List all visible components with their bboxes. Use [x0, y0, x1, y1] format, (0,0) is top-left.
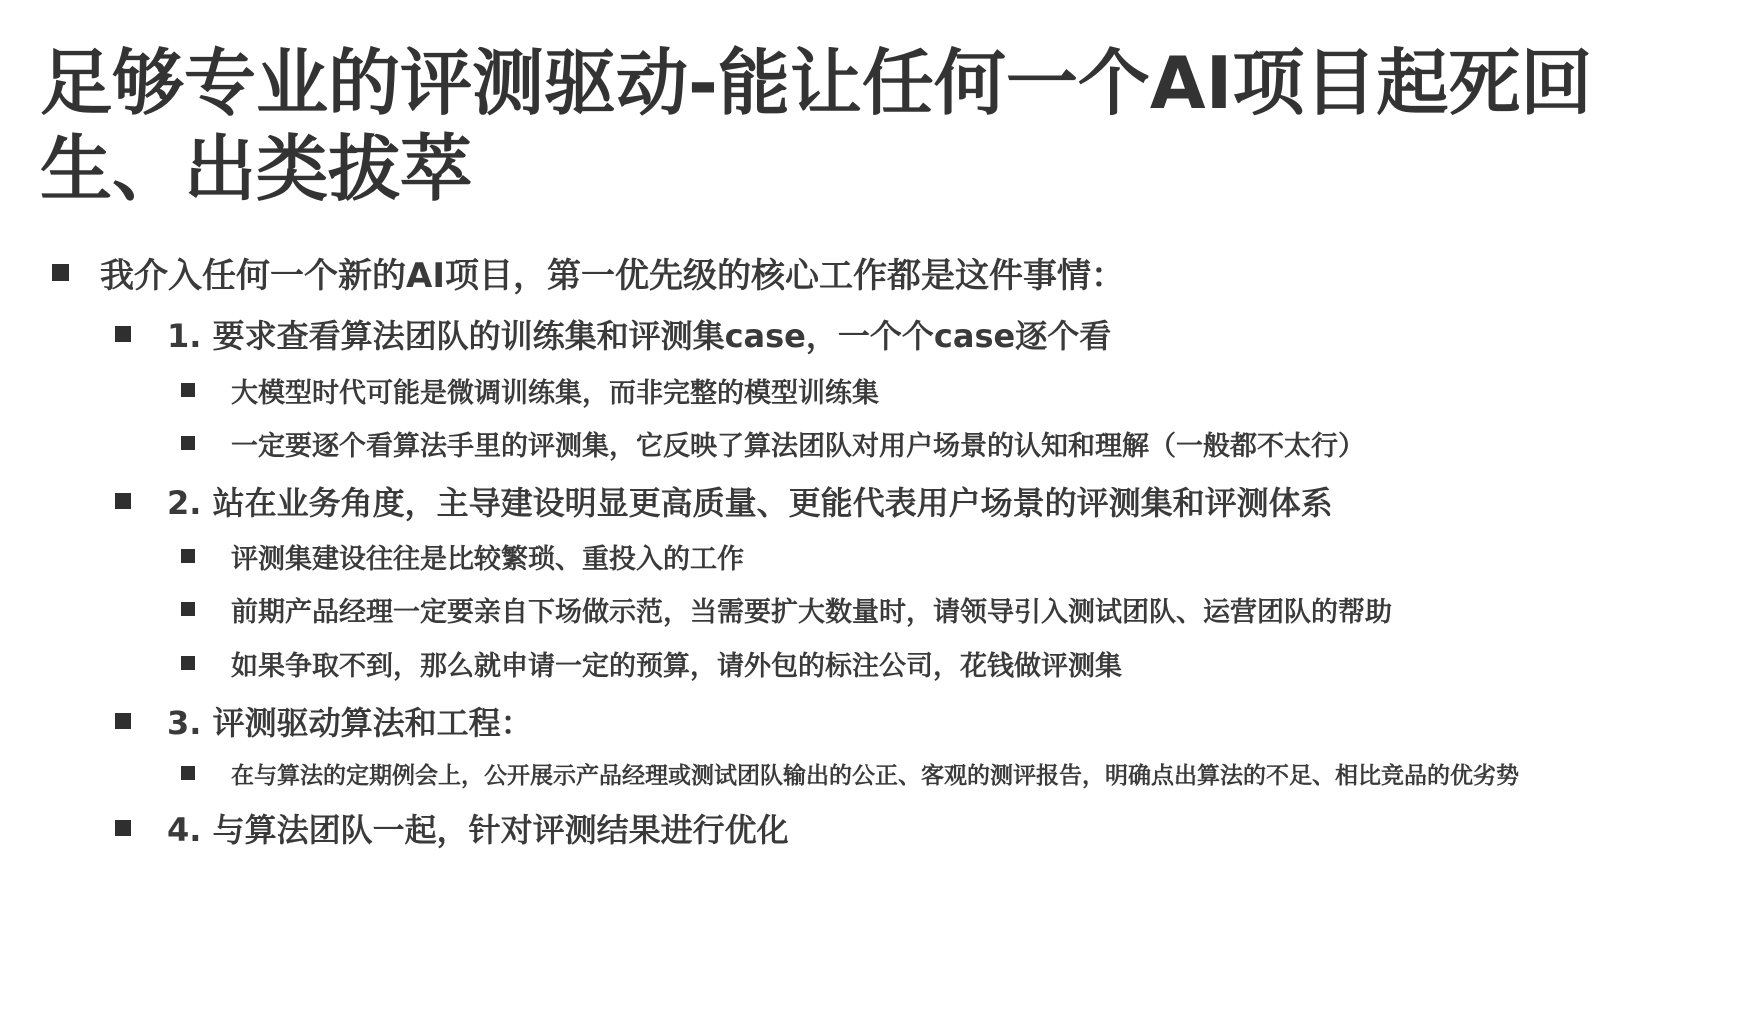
bullet-text: 前期产品经理一定要亲自下场做示范，当需要扩大数量时，请领导引入测试团队、运营团队的帮助 — [231, 596, 1392, 628]
bullet-item — [115, 700, 533, 742]
bullet-text: 评测集建设往往是比较繁琐、重投入的工作 — [231, 543, 744, 575]
bullet-item — [181, 537, 744, 575]
bullet-text: 在与算法的定期例会上，公开展示产品经理或测试团队输出的公正、客观的测评报告，明确点出算法的不足、相比竞品的优劣势 — [231, 762, 1519, 789]
bullet-item — [181, 590, 1392, 628]
square-bullet-icon — [181, 549, 195, 563]
bullet-item — [181, 756, 1519, 790]
bullet-item — [181, 371, 879, 409]
bullet-text: 大模型时代可能是微调训练集，而非完整的模型训练集 — [231, 377, 879, 409]
bullet-item — [52, 250, 1125, 294]
bullet-text: 如果争取不到，那么就申请一定的预算，请外包的标注公司，花钱做评测集 — [231, 650, 1122, 682]
square-bullet-icon — [181, 436, 195, 450]
slide-title: 足够专业的评测驱动-能让任何一个AI项目起死回生、出类拔萃 — [40, 41, 1593, 211]
bullet-text: 2. 站在业务角度，主导建设明显更高质量、更能代表用户场景的评测集和评测体系 — [167, 484, 1333, 522]
square-bullet-icon — [181, 766, 195, 780]
bullet-text: 1. 要求查看算法团队的训练集和评测集case，一个个case逐个看 — [167, 317, 1112, 355]
bullet-item — [181, 424, 1365, 462]
square-bullet-icon — [181, 383, 195, 397]
square-bullet-icon — [115, 820, 131, 836]
bullet-item — [115, 313, 1111, 355]
bullet-item — [115, 807, 789, 849]
square-bullet-icon — [181, 656, 195, 670]
bullet-text: 4. 与算法团队一起，针对评测结果进行优化 — [167, 811, 789, 849]
square-bullet-icon — [115, 493, 131, 509]
bullet-item — [115, 480, 1333, 522]
bullet-item — [181, 644, 1122, 682]
bullet-text: 一定要逐个看算法手里的评测集，它反映了算法团队对用户场景的认知和理解（一般都不太行） — [231, 430, 1365, 462]
bullet-text: 我介入任何一个新的AI项目，第一优先级的核心工作都是这件事情： — [100, 255, 1125, 296]
square-bullet-icon — [181, 602, 195, 616]
square-bullet-icon — [115, 326, 131, 342]
square-bullet-icon — [52, 264, 69, 281]
bullet-text: 3. 评测驱动算法和工程： — [167, 704, 533, 742]
square-bullet-icon — [115, 713, 131, 729]
